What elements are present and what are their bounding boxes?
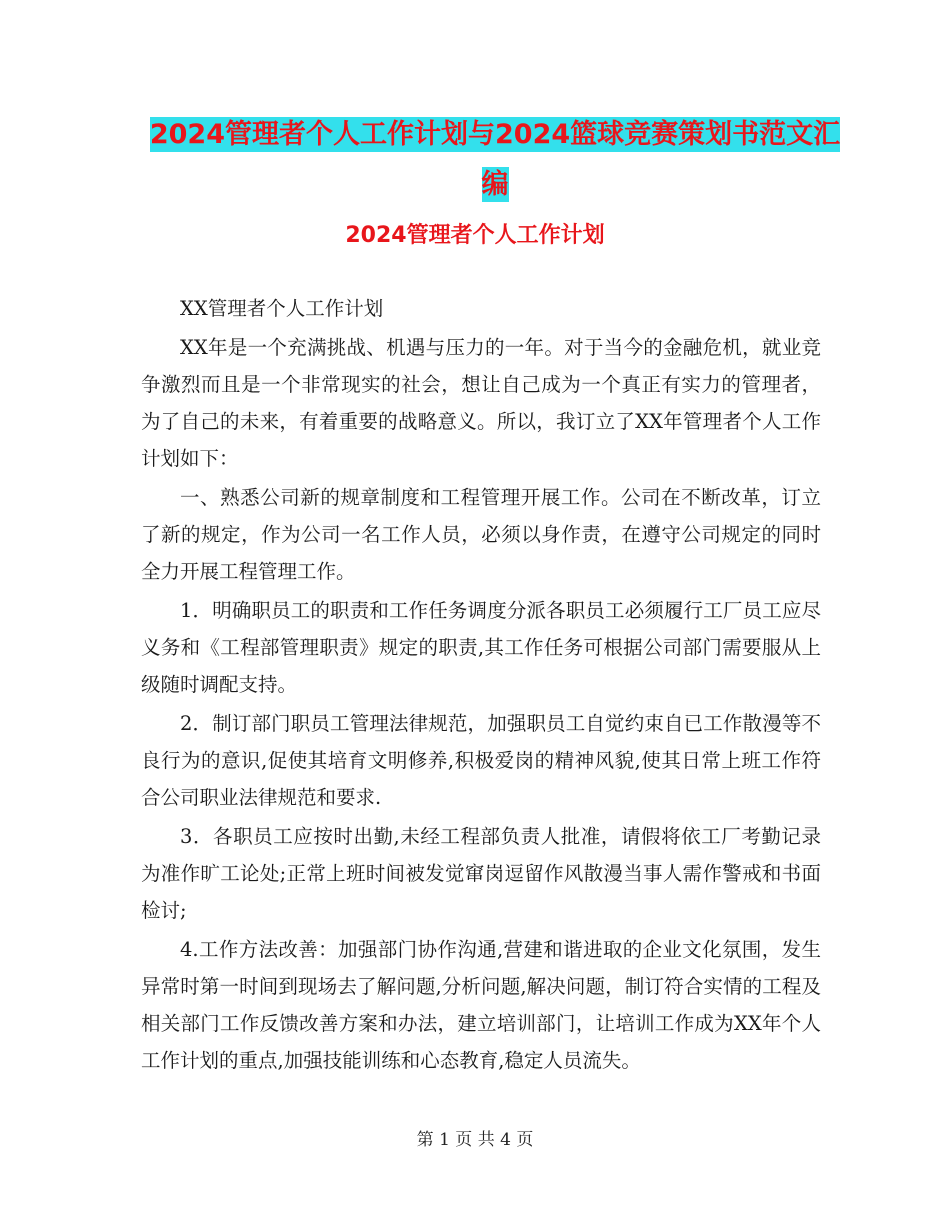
paragraph-heading: XX管理者个人工作计划 [180,297,384,320]
paragraph-item-1: 1．明确职员工的职责和工作任务调度分派各职员工必须履行工厂员工应尽义务和《工程部管理职责》规定的职责,其工作任务可根据公司部门需要服从上级随时调配支持。 [141,599,821,696]
paragraph-section-one: 一、熟悉公司新的规章制度和工程管理开展工作。公司在不断改革，订立了新的规定，作为公司一名工作人员，必须以身作责，在遵守公司规定的同时全力开展工程管理工作。 [141,486,821,583]
document-body [141,290,821,1081]
document-title-text: 2024管理者个人工作计划与2024篮球竞赛策划书范文汇编 [149,119,841,200]
section-title: 2024管理者个人工作计划 [345,223,605,248]
paragraph-item-2: 2．制订部门职员工管理法律规范，加强职员工自觉约束自已工作散漫等不良行为的意识,促使其培育文明修养,积极爱岗的精神风貌,使其日常上班工作符合公司职业法律规范和要求. [141,712,821,809]
paragraph-item-3: 3．各职员工应按时出勤,未经工程部负责人批准，请假将依工厂考勤记录为准作旷工论处;正常上班时间被发觉窜岗逗留作风散漫当事人需作警戒和书面检讨; [141,825,821,922]
page-footer: 第 1 页 共 4 页 [416,1130,534,1150]
paragraph-item-4: 4.工作方法改善：加强部门协作沟通,营建和谐进取的企业文化氛围，发生异常时第一时间到现场去了解问题,分析问题,解决问题，制订符合实情的工程及相关部门工作反馈改善方案和办法，建立培训部门，让培训工作成为XX年个人工作计划的重点,加强技能训练和心态教育,稳定人员流失。 [141,938,821,1072]
document-title [140,110,850,210]
paragraph-intro: XX年是一个充满挑战、机遇与压力的一年。对于当今的金融危机，就业竞争激烈而且是一个非常现实的社会，想让自己成为一个真正有实力的管理者，为了自己的未来，有着重要的战略意义。所以，我订立了XX年管理者个人工作计划如下： [141,336,821,470]
